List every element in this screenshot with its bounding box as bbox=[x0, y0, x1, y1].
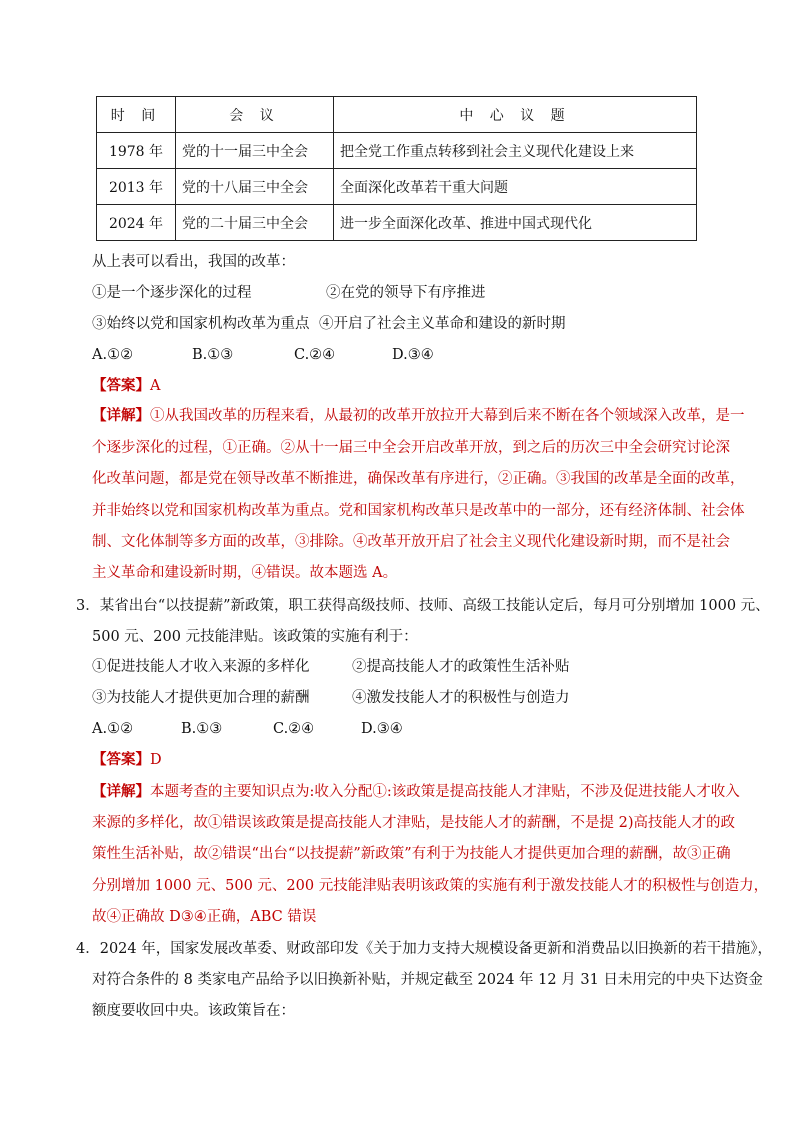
q2-choices bbox=[92, 345, 434, 365]
q3-explain-line: 分别增加 1000 元、500 元、200 元技能津贴表明该政策的实施有利于激发技能人才的积极性与创造力， bbox=[92, 878, 769, 894]
q3-stem-line: 3．某省出台“以技提薪”新政策，职工获得高级技师、技师、高级工技能认定后，每月可分别增加 1000 元、 bbox=[76, 598, 770, 614]
answer-value: A bbox=[150, 378, 161, 394]
q2-explain-line bbox=[92, 406, 745, 426]
cell-topic: 把全党工作重点转移到社会主义现代化建设上来 bbox=[334, 133, 697, 169]
header-topic: 中 心 议 题 bbox=[334, 97, 697, 133]
q2-stem: 从上表可以看出，我国的改革： bbox=[92, 254, 295, 270]
q2-option-2: ②在党的领导下有序推进 bbox=[326, 285, 486, 301]
q2-explain-line: 并非始终以党和国家机构改革为重点。党和国家机构改革只是改革中的一部分，还有经济体制、社会体 bbox=[92, 503, 745, 519]
q3-stem-line: 500 元、200 元技能津贴。该政策的实施有利于： bbox=[92, 629, 418, 645]
q4-stem-line: 额度要收回中央。该政策旨在： bbox=[92, 1003, 295, 1019]
q3-option-3: ③为技能人才提供更加合理的薪酬 bbox=[92, 690, 310, 706]
explain-text: 本题考查的主要知识点为:收入分配①:该政策是提高技能人才津贴，不涉及促进技能人才收入 bbox=[150, 784, 740, 800]
q3-options-row1 bbox=[92, 657, 570, 677]
answer-tag: 【答案】 bbox=[92, 751, 150, 768]
q3-explain-line: 来源的多样化，故①错误该政策是提高技能人才津贴，是技能人才的薪酬，不是提 2)高技能人才的政 bbox=[92, 815, 735, 831]
explain-text: ①从我国改革的历程来看，从最初的改革开放拉开大幕到后来不断在各个领域深入改革，是一 bbox=[150, 408, 745, 424]
cell-topic: 全面深化改革若干重大问题 bbox=[334, 169, 697, 205]
q3-choice-b: B.①③ bbox=[181, 721, 223, 737]
reform-meetings-table bbox=[96, 96, 697, 241]
q2-explain-line: 主义革命和建设新时期，④错误。故本题选 A。 bbox=[92, 565, 398, 581]
q2-options-row1 bbox=[92, 283, 486, 303]
q2-option-3: ③始终以党和国家机构改革为重点 bbox=[92, 316, 310, 332]
q2-choice-a: A.①② bbox=[92, 347, 134, 363]
q3-choice-c: C.②④ bbox=[273, 721, 315, 737]
cell-meeting: 党的十八届三中全会 bbox=[176, 169, 334, 205]
cell-meeting: 党的十一届三中全会 bbox=[176, 133, 334, 169]
q2-choice-c: C.②④ bbox=[294, 347, 336, 363]
cell-meeting: 党的二十届三中全会 bbox=[176, 205, 334, 241]
q2-option-4: ④开启了社会主义革命和建设的新时期 bbox=[319, 316, 566, 332]
header-meeting: 会 议 bbox=[176, 97, 334, 133]
q3-options-row2 bbox=[92, 688, 570, 708]
answer-value: D bbox=[150, 752, 162, 768]
q2-answer bbox=[92, 376, 160, 396]
explain-tag: 【详解】 bbox=[92, 407, 150, 424]
q3-choice-a: A.①② bbox=[92, 721, 134, 737]
q3-choice-d: D.③④ bbox=[361, 721, 403, 737]
header-time: 时 间 bbox=[97, 97, 176, 133]
q4-stem-line: 4．2024 年，国家发展改革委、财政部印发《关于加力支持大规模设备更新和消费品以旧换新的若干措施》， bbox=[76, 941, 772, 957]
q2-choice-d: D.③④ bbox=[392, 347, 434, 363]
q3-explain-line: 策性生活补贴，故②错误“出台“以技提薪”新政策”有利于为技能人才提供更加合理的薪酬，故③正确 bbox=[92, 846, 731, 862]
q4-stem-line: 对符合条件的 8 类家电产品给予以旧换新补贴，并规定截至 2024 年 12 月 31 日未用完的中央下达资金 bbox=[92, 972, 763, 988]
explain-tag: 【详解】 bbox=[92, 783, 150, 800]
answer-tag: 【答案】 bbox=[92, 377, 150, 394]
q3-option-2: ②提高技能人才的政策性生活补贴 bbox=[352, 659, 570, 675]
cell-year: 2013 年 bbox=[97, 169, 176, 205]
q3-option-1: ①促进技能人才收入来源的多样化 bbox=[92, 659, 310, 675]
q2-explain-line: 制、文化体制等多方面的改革，③排除。④改革开放开启了社会主义现代化建设新时期，而不是社会 bbox=[92, 534, 730, 550]
q3-choices bbox=[92, 719, 403, 739]
q2-option-1: ①是一个逐步深化的过程 bbox=[92, 285, 252, 301]
q3-explain-line: 故④正确故 D③④正确，ABC 错误 bbox=[92, 909, 317, 925]
q2-explain-line: 化改革问题，都是党在领导改革不断推进，确保改革有序进行，②正确。③我国的改革是全面的改革， bbox=[92, 471, 745, 487]
table-row bbox=[97, 205, 697, 241]
cell-year: 1978 年 bbox=[97, 133, 176, 169]
q3-answer bbox=[92, 750, 162, 770]
cell-topic: 进一步全面深化改革、推进中国式现代化 bbox=[334, 205, 697, 241]
table-row bbox=[97, 169, 697, 205]
q2-options-row2 bbox=[92, 314, 566, 334]
q2-explain-line: 个逐步深化的过程，①正确。②从十一届三中全会开启改革开放，到之后的历次三中全会研究讨论深 bbox=[92, 440, 730, 456]
table-header-row bbox=[97, 97, 697, 133]
cell-year: 2024 年 bbox=[97, 205, 176, 241]
q3-option-4: ④激发技能人才的积极性与创造力 bbox=[352, 690, 570, 706]
q2-choice-b: B.①③ bbox=[192, 347, 234, 363]
table-row bbox=[97, 133, 697, 169]
q3-explain-line bbox=[92, 782, 740, 802]
